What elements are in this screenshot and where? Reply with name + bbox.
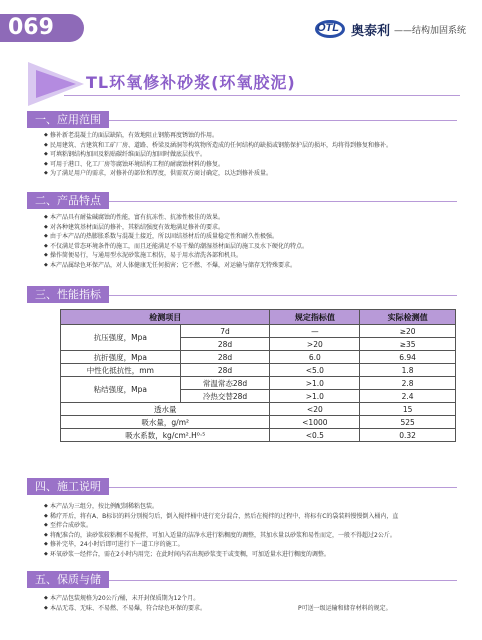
- section-header-application: 一、应用范围: [27, 111, 457, 128]
- otl-logo-icon: OTL: [315, 18, 347, 40]
- application-list: [44, 131, 464, 179]
- list-item: ◆ 本产品具有耐盐碱腐蚀的性能，富有抗冻性、抗渗性极佳的效果。: [44, 213, 464, 223]
- table-row: 中性化抵抗性，mm 28d <5.0 1.8: [61, 364, 456, 377]
- brand-logo: [315, 18, 466, 40]
- table-row: 吸水系数，kg/cm².H⁰·⁵ <0.5 0.32: [61, 429, 456, 442]
- list-item: ◆ 对各种建筑基材面层的修补，其粘结强度有效地满足修补的要求。: [44, 223, 464, 233]
- list-item: ◆ 本产品包装规格为20公斤/桶，未开封保质期为12个月。: [44, 594, 464, 604]
- table-row: 粘结强度，Mpa 常温常态28d >1.0 2.8: [61, 377, 456, 390]
- table-row: 抗折强度，Mpa 28d 6.0 6.94: [61, 351, 456, 364]
- features-list: [44, 213, 464, 270]
- list-item: ◆ 环氧砂浆一经拌合，需在2小时内用完；在此时间内若出现砂浆变干或变稠，可加适量水进行稠度的调整。: [44, 550, 464, 560]
- list-item: ◆ 可用于港口、化工厂房等腐蚀环境结构工程的耐腐蚀材料的修复。: [44, 160, 464, 170]
- list-item: ◆ 可填粘钢结构加固及粘贴碳纤维面层的加固时做底层找平。: [44, 150, 464, 160]
- title-divider: [64, 95, 460, 96]
- table-header: 规定指标值: [270, 310, 360, 325]
- brand-tagline: ——结构加固系统: [393, 25, 466, 36]
- table-row: 吸水量，g/m² <1000 525: [61, 416, 456, 429]
- storage-list: [44, 594, 464, 613]
- list-item: ◆ 本产品为三组分，按比例配制稀粘包装。: [44, 502, 464, 512]
- list-item: ◆ 至拌合成砂浆。: [44, 521, 464, 531]
- section-header-features: 二、产品特点: [27, 192, 457, 209]
- section-header-storage: 五、保质与储藏: [27, 571, 457, 588]
- table-row: 透水量 <20 15: [61, 403, 456, 416]
- instructions-list: [44, 502, 464, 559]
- list-item: ◆ 稀疗开后，将有A、B标识的料分别搅匀后，倒入搅拌桶中进行充分混合，然后在搅拌的过程中，将标有C的袋装料慢慢倒入桶内，直: [44, 512, 464, 522]
- list-item: ◆ 为了满足用户的需求，对修补的部位和厚度，供需双方商讨确定，以达到修补质量。: [44, 169, 464, 179]
- list-item: ◆ 修补新老混凝土的面层缺陷，有效地阻止钢筋再度锈蚀的作用。: [44, 131, 464, 141]
- section-header-instructions: 四、施工说明: [27, 478, 457, 495]
- list-item: ◆ 民用建筑、古建筑和工矿厂房、道路、桥梁及涵洞等构筑物所造成的任何结构的缺损或钢筋保护层的损坏，均将得到修复和修补。: [44, 141, 464, 151]
- table-row: 28d >20 ≥35: [61, 338, 456, 351]
- table-row: 冷热交替28d >1.0 2.4: [61, 390, 456, 403]
- list-item: ◆ 将配准合的，读砂浆较粘稠不易搅拌，可加入适量的洁净水进行粘稠度的调整，其加水量以砂浆和易性而定，一般不得超过2公斤。: [44, 531, 464, 541]
- list-item: ◆ 本品无毒、无味、不易燃、不易爆，符合绿色环保的要求。: [44, 604, 464, 614]
- list-item: ◆ 由于本产品的热膨胀系数与混凝土接近，所以固结基材后的质量稳定性和耐久性极强。: [44, 232, 464, 242]
- brand-name: 奥泰利: [350, 22, 390, 38]
- list-item: ◆ 不仅满足常态环境条件的施工，而且还能满足不易干燥的潮湿基材面层的施工及水下硬化的特点。: [44, 242, 464, 252]
- spec-table: [60, 309, 456, 442]
- list-item: ◆ 修补完毕，24小时后即可进行下一道工序的施工。: [44, 540, 464, 550]
- section-header-specs: 三、性能指标: [27, 286, 457, 303]
- storage-footnote: P可送一级运输和储存材料的规定。: [298, 605, 392, 612]
- title-arrow-inner-icon: [36, 70, 76, 98]
- page-number: 069: [0, 14, 84, 42]
- page-title: TL环氧修补砂浆(环氧胶泥): [86, 73, 296, 92]
- table-header: 检测项目: [61, 310, 270, 325]
- list-item: ◆ 操作简便易行，与通用型水泥砂浆施工相仿，易于用水清洗各部和机具。: [44, 251, 464, 261]
- table-row: 抗压强度，Mpa 7d — ≥20: [61, 325, 456, 338]
- list-item: ◆ 本产品属绿色环保产品，对人体健康无任何损害；它不燃、不爆，对运输与储存无特殊要求。: [44, 261, 464, 271]
- table-header: 实际检测值: [360, 310, 456, 325]
